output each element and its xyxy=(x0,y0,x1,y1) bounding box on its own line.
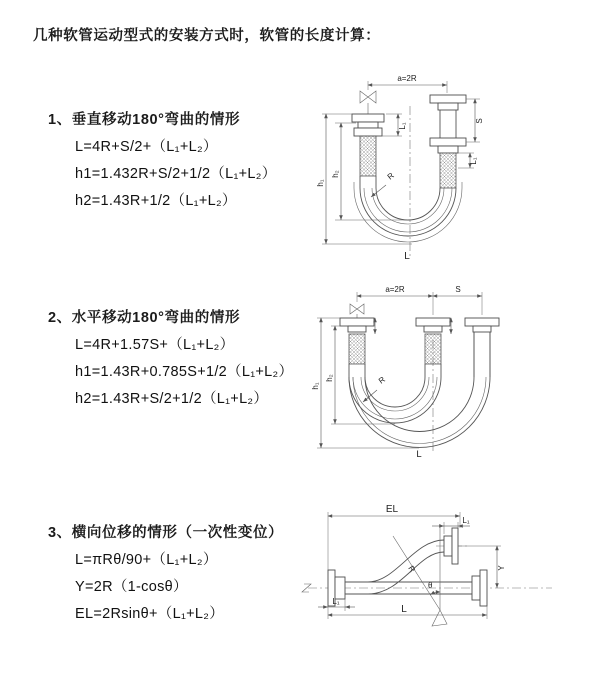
dimension-a2r xyxy=(357,285,482,315)
section-3-formula-y: Y=2R（1-cosθ） xyxy=(75,579,188,595)
section-2-formula-l: L=4R+1.57S+（L₁+L₂） xyxy=(75,337,235,353)
dim-label-l1-left: L₁ xyxy=(332,597,340,606)
dim-label-h2: h₂ xyxy=(325,374,334,382)
dim-label-h1: h₁ xyxy=(316,179,325,187)
dim-label-h2: h₂ xyxy=(331,170,340,178)
label-theta: θ xyxy=(428,581,433,590)
section-1-heading: 1、垂直移动180°弯曲的情形 xyxy=(48,112,241,128)
dim-label-y: Y xyxy=(497,565,506,571)
right-flange xyxy=(472,570,487,606)
left-flange xyxy=(352,114,384,136)
middle-flange xyxy=(416,318,450,332)
label-length: L xyxy=(404,251,410,262)
dim-label-h1: h₁ xyxy=(311,382,320,390)
label-length: L xyxy=(416,449,422,460)
braid-section-middle xyxy=(425,334,441,364)
dim-label-l1-top: L₁ xyxy=(462,516,470,525)
dimension-l1-top xyxy=(432,516,470,534)
section-1-formula-h1: h1=1.432R+S/2+1/2（L₁+L₂） xyxy=(75,166,277,182)
right-flange-lower xyxy=(430,138,466,153)
right-flange-top xyxy=(430,95,466,110)
braid-section-left xyxy=(349,334,365,364)
valve-icon xyxy=(350,304,364,318)
section-3-formula-el: EL=2Rsinθ+（L₁+L₂） xyxy=(75,606,225,622)
displaced-flange xyxy=(444,528,458,564)
dim-label-s: S xyxy=(475,118,484,124)
dim-label-l1-right: L₁ xyxy=(469,157,478,165)
dim-label-l: L xyxy=(401,604,407,615)
left-flange xyxy=(340,318,374,332)
diagram-horizontal-180-bend xyxy=(305,282,600,460)
radius-callout xyxy=(363,375,387,402)
valve-icon xyxy=(360,91,376,114)
dim-label-a2r: a=2R xyxy=(397,74,417,83)
section-1-formula-h2: h2=1.43R+1/2（L₁+L₂） xyxy=(75,193,237,209)
diagram-lateral-displacement xyxy=(300,498,600,663)
label-radius: R xyxy=(406,564,418,574)
dimension-l1-right xyxy=(458,153,478,168)
dimension-a2r xyxy=(368,74,447,93)
dim-label-el: EL xyxy=(385,504,399,515)
label-radius: R xyxy=(376,374,387,386)
dim-label-s: S xyxy=(455,285,461,294)
dimension-l1-left xyxy=(318,594,355,611)
dimension-s xyxy=(466,99,484,142)
label-radius: R xyxy=(385,170,396,182)
dim-label-a2r: a=2R xyxy=(385,285,405,294)
dimension-l xyxy=(328,604,487,619)
page-title: 几种软管运动型式的安装方式时，软管的长度计算： xyxy=(33,28,381,44)
right-flange xyxy=(465,318,499,332)
section-2-formula-h1: h1=1.43R+0.785S+1/2（L₁+L₂） xyxy=(75,364,294,380)
hose xyxy=(349,332,490,447)
section-3-formula-l: L=πRθ/90+（L₁+L₂） xyxy=(75,552,218,568)
section-2-heading: 2、水平移动180°弯曲的情形 xyxy=(48,310,241,326)
braid-section-left xyxy=(360,136,376,176)
section-2-formula-h2: h2=1.43R+S/2+1/2（L₁+L₂） xyxy=(75,391,269,407)
braid-section-right xyxy=(440,153,456,188)
dim-label-l1-left: L₁ xyxy=(398,122,407,130)
section-1-formula-l: L=4R+S/2+（L₁+L₂） xyxy=(75,139,218,155)
section-3-heading: 3、横向位移的情形（一次性变位） xyxy=(48,525,284,541)
dimension-s xyxy=(433,285,482,296)
diagram-vertical-180-bend xyxy=(308,68,600,263)
